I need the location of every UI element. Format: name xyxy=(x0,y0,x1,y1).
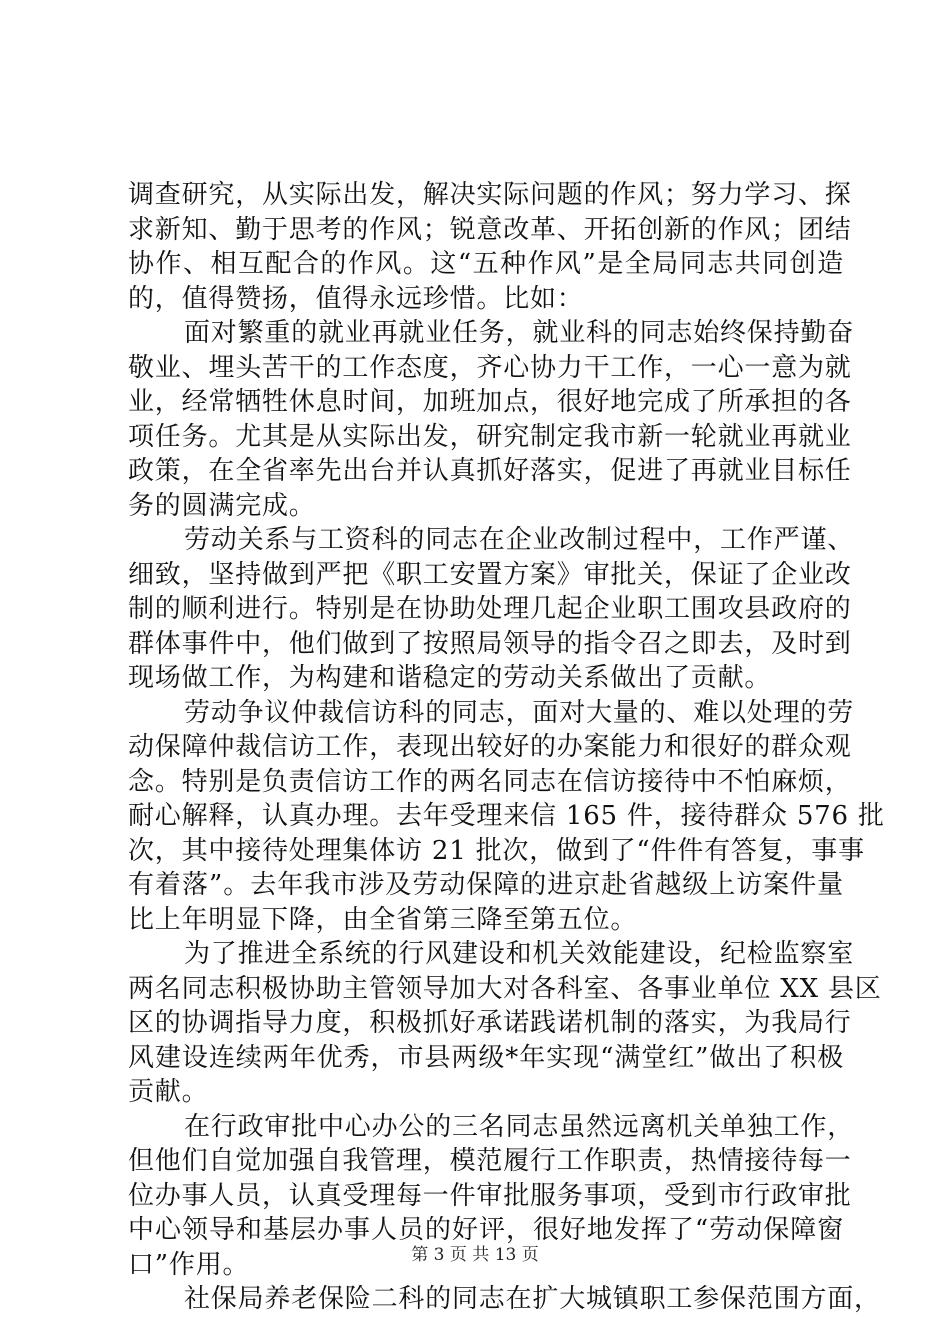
text-line: 群体事件中，他们做到了按照局领导的指令召之即去，及时到 xyxy=(128,628,852,659)
text-line: 制的顺利进行。特别是在协助处理几起企业职工围攻县政府的 xyxy=(128,594,852,624)
text-line: 次，其中接待处理集体访 21 批次，做到了“件件有答复，事事 xyxy=(128,835,865,866)
paragraph-start-line: 社保局养老保险二科的同志在扩大城镇职工参保范围方面， xyxy=(184,1284,881,1314)
text-line: 敬业、埋头苦干的工作态度，齐心协力干工作，一心一意为就 xyxy=(128,352,852,383)
body-text xyxy=(128,178,885,1317)
text-line: 的，值得赞扬，值得永远珍惜。比如： xyxy=(128,283,584,314)
text-line: 风建设连续两年优秀，市县两级*年实现“满堂红”做出了积极 xyxy=(128,1042,844,1073)
text-line: 中心领导和基层办事人员的好评，很好地发挥了“劳动保障窗 xyxy=(128,1215,844,1245)
text-line: 细致，坚持做到严把《职工安置方案》审批关，保证了企业改 xyxy=(128,559,852,590)
text-line: 贡献。 xyxy=(128,1077,209,1107)
text-line: 念。特别是负责信访工作的两名同志在信访接待中不怕麻烦， xyxy=(128,766,852,797)
text-line: 口”作用。 xyxy=(128,1249,250,1280)
text-line: 区的协调指导力度，积极抓好承诺践诺机制的落实，为我局行 xyxy=(128,1008,852,1038)
text-line: 求新知、勤于思考的作风；锐意改革、开拓创新的作风；团结 xyxy=(128,214,852,245)
text-line: 两名同志积极协助主管领导加大对各科室、各事业单位 XX 县区 xyxy=(128,973,882,1004)
paragraph-start-line: 劳动关系与工资科的同志在企业改制过程中，工作严谨、 xyxy=(184,525,855,555)
text-line: 有着落”。去年我市涉及劳动保障的进京赴省越级上访案件量 xyxy=(128,870,844,900)
text-line: 政策，在全省率先出台并认真抓好落实，促进了再就业目标任 xyxy=(128,456,852,486)
text-line: 务的圆满完成。 xyxy=(128,490,316,521)
text-line: 项任务。尤其是从实际出发，研究制定我市新一轮就业再就业 xyxy=(128,421,852,452)
paragraph-start-line: 在行政审批中心办公的三名同志虽然远离机关单独工作， xyxy=(184,1111,855,1142)
page-number-label: 第 3 页 共 13 页 xyxy=(411,1245,539,1265)
text-line: 现场做工作，为构建和谐稳定的劳动关系做出了贡献。 xyxy=(128,663,772,693)
text-line: 但他们自觉加强自我管理，模范履行工作职责，热情接待每一 xyxy=(128,1146,852,1176)
text-line: 比上年明显下降，由全省第三降至第五位。 xyxy=(128,904,638,935)
text-line: 业，经常牺牲休息时间，加班加点，很好地完成了所承担的各 xyxy=(128,387,852,417)
text-line: 耐心解释，认真办理。去年受理来信 165 件，接待群众 576 批 xyxy=(128,801,885,831)
paragraph-start-line: 面对繁重的就业再就业任务，就业科的同志始终保持勤奋 xyxy=(184,318,855,348)
paragraph-start-line: 为了推进全系统的行风建设和机关效能建设，纪检监察室 xyxy=(184,939,855,969)
paragraph-start-line: 劳动争议仲裁信访科的同志，面对大量的、难以处理的劳 xyxy=(184,697,855,728)
text-line: 调查研究，从实际出发，解决实际问题的作风；努力学习、探 xyxy=(128,180,852,210)
text-line: 协作、相互配合的作风。这“五种作风”是全局同志共同创造 xyxy=(128,249,844,279)
page-footer xyxy=(0,1240,950,1265)
text-line: 动保障仲裁信访工作，表现出较好的办案能力和很好的群众观 xyxy=(128,732,852,762)
text-line: 位办事人员，认真受理每一件审批服务事项，受到市行政审批 xyxy=(128,1180,852,1211)
